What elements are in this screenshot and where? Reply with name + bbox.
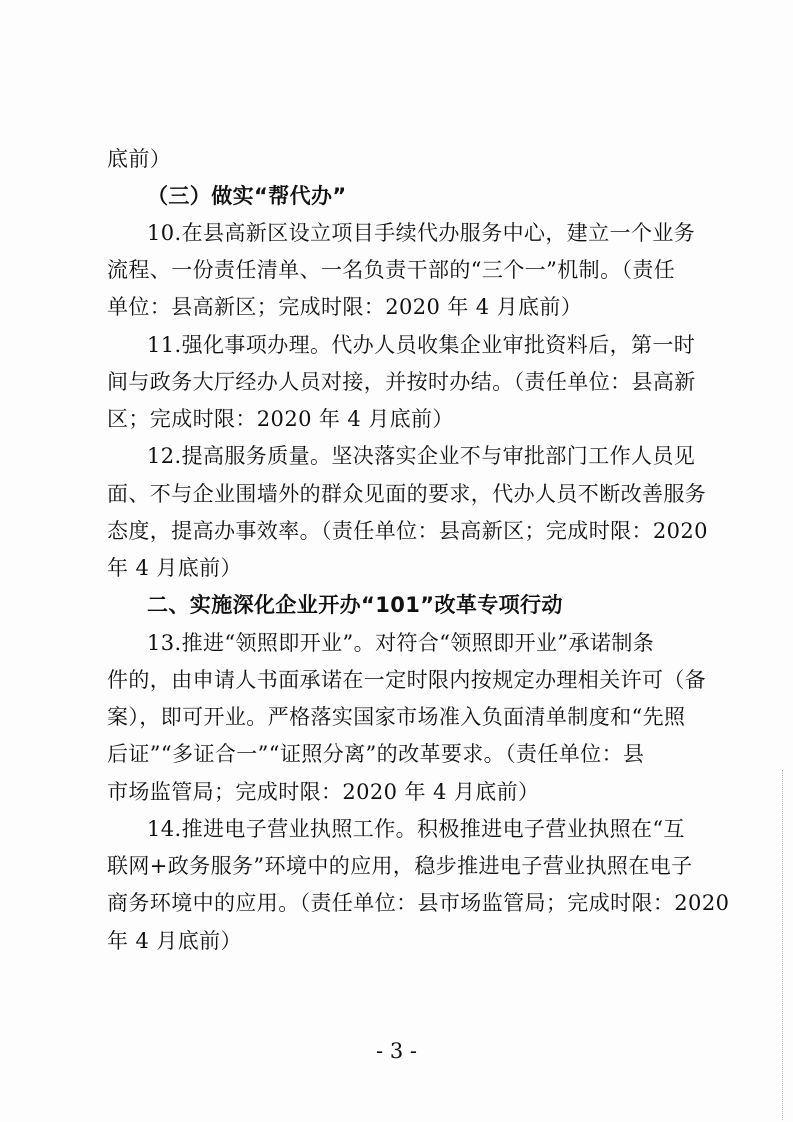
paragraph-line: 区；完成时限：2020 年 4 月底前） (107, 407, 454, 431)
paragraph-line: 态度，提高办事效率。（责任单位：县高新区；完成时限：2020 (107, 519, 708, 543)
paragraph-line: 10.在县高新区设立项目手续代办服务中心，建立一个业务 (147, 221, 696, 245)
paragraph-line: 流程、一份责任清单、一名负责干部的“三个一”机制。（责任 (107, 258, 676, 282)
page-number: - 3 - (376, 1039, 417, 1063)
paragraph-line: 年 4 月底前） (107, 556, 242, 580)
scan-edge-mark (782, 770, 784, 1120)
paragraph-line: 市场监管局；完成时限：2020 年 4 月底前） (107, 780, 540, 804)
paragraph-line: 间与政务大厅经办人员对接，并按时办结。（责任单位：县高新 (107, 370, 696, 394)
paragraph-line: 面、不与企业围墙外的群众见面的要求，代办人员不断改善服务 (107, 482, 707, 506)
paragraph-line: 11.强化事项办理。代办人员收集企业审批资料后，第一时 (147, 333, 696, 357)
paragraph-line: 年 4 月底前） (107, 929, 242, 953)
section-heading: （三）做实“帮代办” (147, 184, 347, 208)
section-heading: 二、实施深化企业开办“101”改革专项行动 (147, 593, 563, 617)
paragraph-line: 后证”“多证合一”“证照分离”的改革要求。（责任单位：县 (107, 742, 645, 766)
paragraph-line: 商务环境中的应用。（责任单位：县市场监管局；完成时限：2020 (107, 891, 730, 915)
paragraph-line: 14.推进电子营业执照工作。积极推进电子营业执照在“互 (147, 817, 685, 841)
paragraph-line: 12.提高服务质量。坚决落实企业不与审批部门工作人员见 (147, 444, 696, 468)
text-line: 底前） (107, 147, 172, 171)
paragraph-line: 件的，由申请人书面承诺在一定时限内按规定办理相关许可（备 (107, 668, 707, 692)
paragraph-line: 案），即可开业。严格落实国家市场准入负面清单制度和“先照 (107, 705, 686, 729)
paragraph-line: 单位：县高新区；完成时限：2020 年 4 月底前） (107, 295, 583, 319)
paragraph-line: 13.推进“领照即开业”。对符合“领照即开业”承诺制条 (147, 631, 655, 655)
paragraph-line: 联网+政务服务”环境中的应用，稳步推进电子营业执照在电子 (107, 854, 693, 878)
